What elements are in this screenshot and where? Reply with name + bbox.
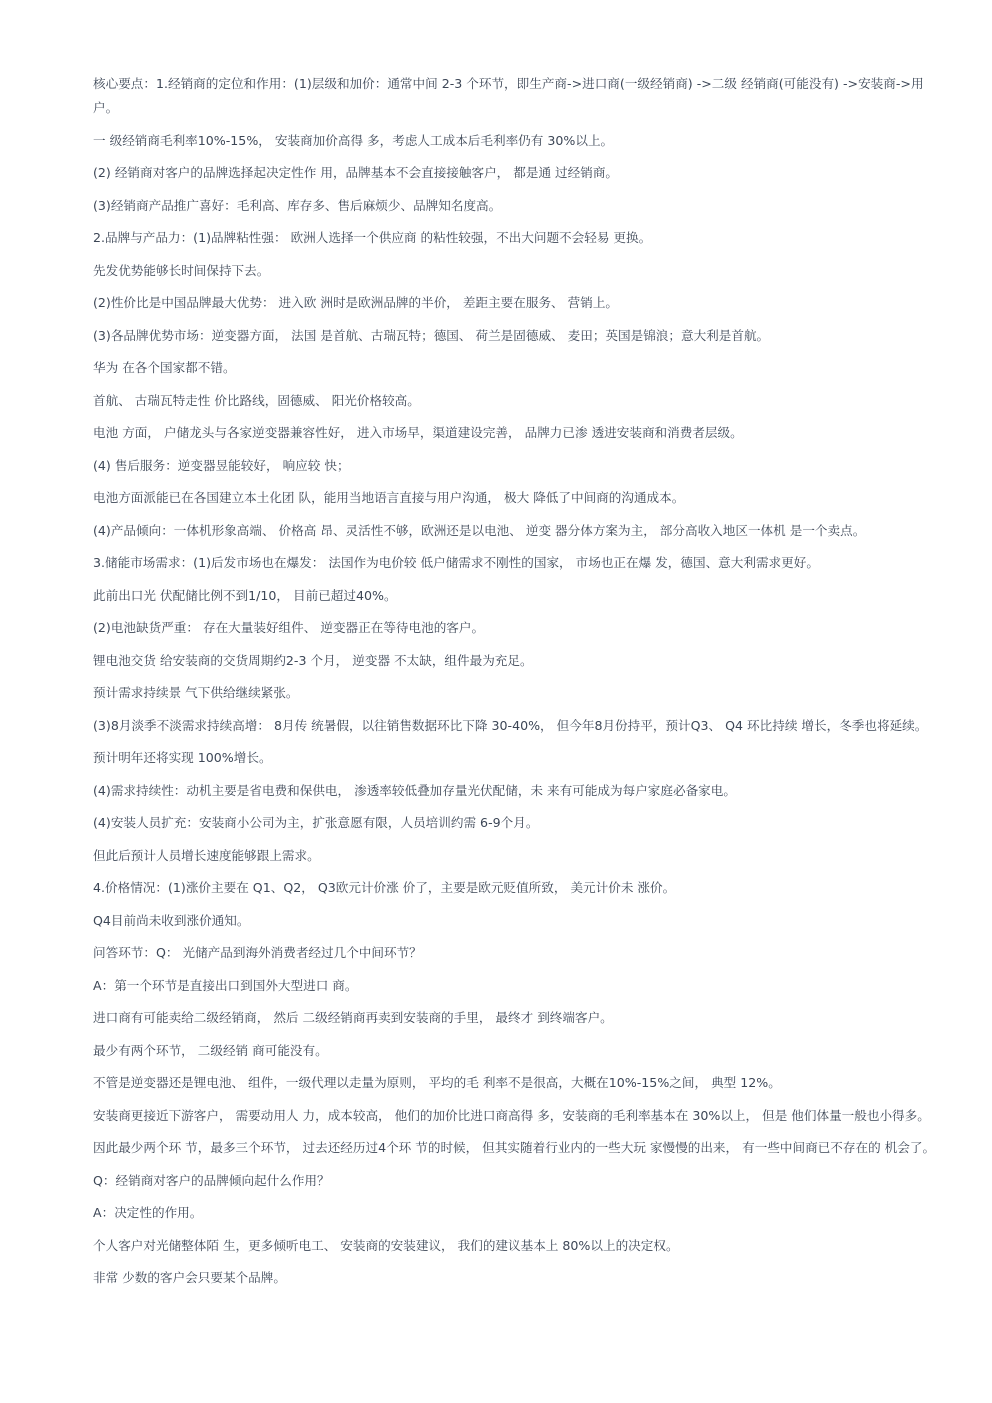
paragraph: Q：经销商对客户的品牌倾向起什么作用？ bbox=[93, 1172, 330, 1188]
paragraph: 首航、 古瑞瓦特走性 价比路线，固德威、 阳光价格较高。 bbox=[93, 392, 420, 408]
paragraph: (4)产品倾向：一体机形象高端、 价格高 昂、灵活性不够，欧洲还是以电池、 逆变 器分体方案为主， 部分高收入地区一体机 是一个卖点。 bbox=[93, 522, 866, 538]
paragraph: 此前出口光 伏配储比例不到1/10， 目前已超过40%。 bbox=[93, 587, 397, 603]
paragraph: 4.价格情况：(1)涨价主要在 Q1、Q2， Q3欧元计价涨 价了，主要是欧元贬值所致， 美元计价未 涨价。 bbox=[93, 880, 676, 895]
paragraph: (2) 经销商对客户的品牌选择起决定性作 用，品牌基本不会直接接触客户， 都是通 过经销商。 bbox=[93, 165, 619, 180]
paragraph: 不管是逆变器还是锂电池、 组件，一级代理以走量为原则， 平均的毛 利率不是很高，大概在10%-15%之间， 典型 12%。 bbox=[93, 1075, 781, 1090]
paragraph: 问答环节：Q： 光储产品到海外消费者经过几个中间环节？ bbox=[93, 945, 422, 960]
paragraph: 3.储能市场需求：(1)后发市场也在爆发： 法国作为电价较 低户储需求不刚性的国家， 市场也正在爆 发，德国、意大利需求更好。 bbox=[93, 555, 819, 570]
paragraph: (3)8月淡季不淡需求持续高增： 8月传 统暑假，以往销售数据环比下降 30-40%， 但今年8月份持平，预计Q3、 Q4 环比持续 增长，冬季也将延续。 bbox=[93, 717, 928, 733]
paragraph: (3)各品牌优势市场：逆变器方面， 法国 是首航、古瑞瓦特；德国、 荷兰是固德威、 麦田；英国是锦浪；意大利是首航。 bbox=[93, 327, 770, 343]
paragraph: 因此最少两个环 节，最多三个环节， 过去还经历过4个环 节的时候， 但其实随着行业内的一些大玩 家慢慢的出来， 有一些中间商已不存在的 机会了。 bbox=[93, 1140, 936, 1155]
paragraph: A：第一个环节是直接出口到国外大型进口 商。 bbox=[93, 977, 358, 993]
document-body bbox=[93, 72, 943, 1299]
paragraph: 进口商有可能卖给二级经销商， 然后 二级经销商再卖到安装商的手里， 最终才 到终端客户。 bbox=[93, 1010, 613, 1025]
paragraph: 2.品牌与产品力：(1)品牌粘性强： 欧洲人选择一个供应商 的粘性较强，不出大问题不会轻易 更换。 bbox=[93, 230, 652, 245]
paragraph: (4) 售后服务：逆变器昱能较好， 响应较 快； bbox=[93, 457, 350, 473]
paragraph: 先发优势能够长时间保持下去。 bbox=[93, 262, 270, 278]
paragraph: (4)需求持续性：动机主要是省电费和保供电， 渗透率较低叠加存量光伏配储，未 来有可能成为每户家庭必备家电。 bbox=[93, 782, 736, 798]
paragraph: 华为 在各个国家都不错。 bbox=[93, 360, 236, 375]
paragraph: A：决定性的作用。 bbox=[93, 1205, 203, 1220]
paragraph: 个人客户对光储整体陌 生，更多倾听电工、 安装商的安装建议， 我们的建议基本上 80%以上的决定权。 bbox=[93, 1237, 679, 1253]
paragraph: 电池方面派能已在各国建立本土化团 队，能用当地语言直接与用户沟通， 极大 降低了中间商的沟通成本。 bbox=[93, 490, 685, 505]
paragraph: 但此后预计人员增长速度能够跟上需求。 bbox=[93, 847, 320, 863]
paragraph: 电池 方面， 户储龙头与各家逆变器兼容性好， 进入市场早，渠道建设完善， 品牌力已渗 透进安装商和消费者层级。 bbox=[93, 425, 743, 440]
paragraph: 预计需求持续景 气下供给继续紧张。 bbox=[93, 685, 299, 700]
paragraph: 锂电池交货 给安装商的交货周期约2-3 个月， 逆变器 不太缺，组件最为充足。 bbox=[93, 652, 533, 668]
paragraph: 预计明年还将实现 100%增长。 bbox=[93, 750, 272, 765]
paragraph: (3)经销商产品推广喜好：毛利高、库存多、售后麻烦少、品牌知名度高。 bbox=[93, 197, 502, 213]
paragraph: (4)安装人员扩充：安装商小公司为主，扩张意愿有限，人员培训约需 6-9个月。 bbox=[93, 815, 539, 830]
paragraph: 非常 少数的客户会只要某个品牌。 bbox=[93, 1270, 286, 1285]
paragraph: 核心要点：1.经销商的定位和作用：(1)层级和加价：通常中间 2-3 个环节，即生产商->进口商(一级经销商) ->二级 经销商(可能没有) ->安装商->用户。 bbox=[93, 76, 924, 115]
paragraph: (2)电池缺货严重： 存在大量装好组件、 逆变器正在等待电池的客户。 bbox=[93, 620, 485, 635]
paragraph: 安装商更接近下游客户， 需要动用人 力，成本较高， 他们的加价比进口商高得 多，安装商的毛利率基本在 30%以上， 但是 他们体量一般也小得多。 bbox=[93, 1107, 930, 1123]
paragraph: 一 级经销商毛利率10%-15%， 安装商加价高得 多，考虑人工成本后毛利率仍有 30%以上。 bbox=[93, 132, 614, 148]
paragraph: (2)性价比是中国品牌最大优势： 进入欧 洲时是欧洲品牌的半价， 差距主要在服务、 营销上。 bbox=[93, 295, 619, 310]
paragraph: 最少有两个环节， 二级经销 商可能没有。 bbox=[93, 1042, 328, 1058]
paragraph: Q4目前尚未收到涨价通知。 bbox=[93, 912, 250, 928]
